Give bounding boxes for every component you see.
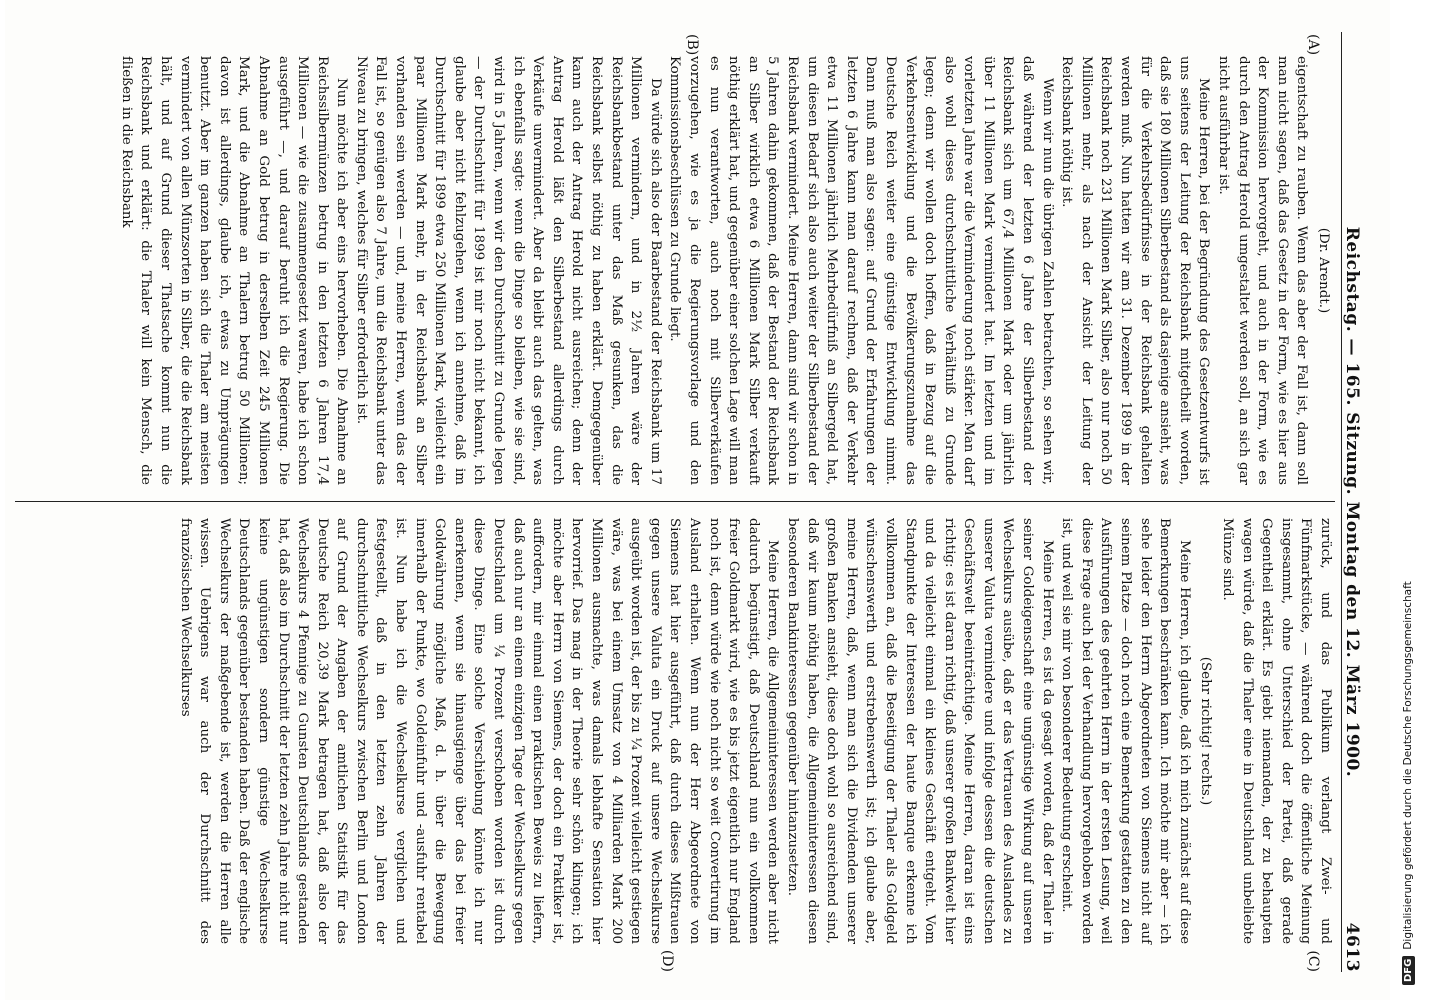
- margin-marker-c: (C): [1305, 950, 1321, 972]
- margin-marker-b: (B): [684, 34, 700, 56]
- newspaper-page: [5, 0, 1390, 1000]
- page-header: [1341, 32, 1380, 972]
- page-title: Reichstag. — 165. Sitzung. Montag den 12. März 1900.: [1342, 226, 1362, 778]
- funding-credit: Digitalisierung gefördert durch die Deutsche Forschungsgemeinschaft: [1402, 581, 1414, 950]
- digitization-footer: [1392, 0, 1434, 1000]
- paragraph: Meine Herren, bei der Begründung des Gesetzentwurfs ist uns seitens der Leitung der Reichsbank mitgetheilt worden, daß sie 180 Millionen Silberbestand als dasjenige ansieht, was für die Verkehrsbedürfnisse in der Reichsbank gehalten werden muß. Nun hatten wir am 31. Dezember 1899 in der Reichsbank noch 231 Millionen Mark Silber, also nur noch 50 Millionen mehr, als nach der Ansicht der Leitung der Reichsbank nöthig ist.: [1059, 56, 1212, 485]
- interjection: (Sehr richtig! rechts.): [1198, 656, 1214, 806]
- paragraph: Meine Herren, es ist da gesagt worden, daß der Thaler in seiner Goldeigenschaft eine ungünstige Wirkung auf unseren Wechselkurs ausübe, daß er das Vertrauen des Auslandes zu unserer Valuta vermindere und infolge dessen die deutschen Geschäftswelt beeinträchtige. Meine Herren, daran ist eins richtig: es ist daran richtig, daß unserer großen Bankwelt hier und da vielleicht einmal ein kleines Geschäft entgeht. Vom Standpunkte der Interessen der haute Banque erkenne ich vollkommen an, daß die Beseitigung der Thaler als Goldgeld wünschenswerth und erstrebenswerth ist; ich glaube aber, meine Herren, daß, wenn man sich die Dividenden unserer großen Banken ansieht, diese doch wohl so ausreichend sind, daß wir kaum nöthig haben, die Allgemeininteressen diesen besonderen Bankinteressen gegenüber hintanzusetzen.: [784, 518, 1055, 944]
- margin-marker-a: (A): [1305, 34, 1321, 56]
- right-column: [15, 502, 1335, 972]
- page-body: [15, 32, 1335, 972]
- paragraph: Wenn wir nun die übrigen Zahlen betrachten, so sehen wir, daß während der letzten 6 Jahre der Silberbestand der Reichsbank sich um 67,4 Millionen Mark oder um jährlich über 11 Millionen Mark vermindert hat. Im letzten und im vorletzten Jahre war die Verminderung noch stärker. Man darf also wohl dieses durchschnittliche Verhältniß zu Grunde legen; denn wir wollen doch hoffen, daß in Bezug auf die Verkehrsentwicklung und die Bevölkerungszunahme das Deutsche Reich weiter eine günstige Entwicklung nimmt. Dann muß man also sagen: auf Grund der Erfahrungen der letzten 6 Jahre kann man darauf rechnen, daß der Verkehr etwa 11 Millionen jährlich Mehrbedürfniß an Silbergeld hat, um diesen Bedarf sich also auch weiter der Silberbestand der Reichsbank vermindert. Meine Herren, dann sind wir schon in 5 Jahren dahin gekommen, daß der Bestand der Reichsbank an Silber wirklich etwa 6 Millionen Mark Silber verkauft nöthig erklärt hat, und gegenüber einer solchen Lage will man es nun verantworten, auch noch mit Silberverkäufen vorzugehen, wie es ja die Regierungsvorlage und den Kommissionsbeschlüssen zu Grunde liegt.: [667, 56, 1055, 485]
- paragraph: Meine Herren, die Allgemeininteressen werden aber nicht dadurch begünstigt, daß Deutschland nun ein vollkommen freier Goldmarkt wird, wie es bis jetzt eigentlich nur England noch ist, denn würde wie noch nicht so weit Convertirung im Ausland erhalten. Wenn nun der Herr Abgeordnete von Siemens hat hier ausgeführt, daß durch dieses Mißtrauen gegen unsere Valuta ein Druck auf unsere Wechselkurse ausgeübt worden ist, der bis zu ¼ Prozent vielleicht gestiegen wäre, was bei einem Umsatz von 4 Milliarden Mark 200 Millionen ausmachte, was damals lebhafte Sensation hier hervorrief. Das mag in der Theorie sehr schön klingen; ich möchte aber Herrn von Siemens, der doch ein Praktiker ist, auffordern, mir einmal einen praktischen Beweis zu liefern, daß auch nur an einem einzigen Tage der Wechselkurs gegen Deutschland um ¼ Prozent verschoben worden ist durch diese Dinge. Eine solche Verschiebung könnte ich nur anerkennen, wenn sie hinausgienge über das bei freier Goldwährung mögliche Maß, d. h. über die Bewegung innerhalb der Punkte, wo Goldeinfuhr und -ausfuhr rentabel ist. Nun habe ich die Wechselkurse verglichen und festgestellt, daß in den letzten zehn Jahren der durchschnittliche Wechselkurs zwischen Berlin und London auf Grund der Angaben der amtlichen Statistik für das Deutsche Reich 20,39 Mark betragen hat, daß also der Wechselkurs 4 Pfennige zu Gunsten Deutschlands gestanden hat, daß also im Durchschnitt der letzten zehn Jahre nicht nur keine ungünstigen sondern günstige Wechselkurse Deutschlands gegenüber bestanden haben. Daß der englische Wechselkurs der maßgebende ist, werden die Herren alle wissen. Uebrigens war auch der Durchschnitt des französischen Wechselkurses: [177, 518, 781, 944]
- page-number: 4613: [1342, 922, 1362, 972]
- paragraph: eigentschaft zu rauben. Wenn das aber der Fall ist, dann soll man nicht sagen, daß das Gesetz in der Form, wie es hier aus der Kommission hervorgeht, und auch in der Form, wie es durch den Antrag Herold umgestaltet werden soll, an sich gar nicht ausführbar ist.: [1216, 56, 1310, 485]
- left-column: [15, 32, 1335, 502]
- margin-marker-d: (D): [659, 949, 675, 972]
- paragraph: zurück, und das Publikum verlangt Zwei- und Fünfmarkstücke, — während doch die öffentliche Meinung insgesammt, ohne Unterschied der Partei, daß gerade Gegentheil erklärt. Es giebt niemanden, der zu behaupten wagen würde, daß die Thaler eine in Deutschland unbeliebte Münze sind.: [1220, 518, 1333, 944]
- paragraph: Nun möchte ich aber eins hervorheben. Die Abnahme an Reichssilbermünzen betrug in den letzten 6 Jahren 17,4 Millionen — wie die zusammengesetzt waren, habe ich schon ausgeführt —, und darauf beruht ich die Regierung. Die Abnahme an Gold betrug in derselben Zeit 245 Millionen Mark, und die Abnahme an Thalern betrug 50 Millionen; davon ist allerdings, glaube ich, etwas zu Umprägungen benutzt. Aber im ganzen haben sich die Thaler am meisten vermindert von allen Münzsorten in Silber, die die Reichsbank hält, und auf Grund dieser Thatsache kommt nun die Reichsbank und erklärt: die Thaler will kein Mensch, die fließen in die Reichsbank: [118, 56, 350, 485]
- dfg-logo-icon: DFG: [1402, 956, 1415, 985]
- paragraph: Da würde sich also der Baarbestand der Reichsbank um 17 Millionen vermindern, und in 2½ Jahren wäre der Reichsbankbestand unter das Maß gesunken, das die Reichsbank selbst nöthig zu haben erklärt. Demgegenüber kann auch der Antrag Herold nicht ausreichen; denn der Antrag Herold läßt den Silberbestand allerdings durch Verkäufe unvermindert. Aber da bleibt auch das gelten, was ich ebenfalls sagte: wenn die Dinge so bleiben, wie sie sind, wird in 5 Jahren, wenn wir den Durchschnitt zu Grunde legen — der Durchschnitt für 1899 ist mir noch nicht bekannt, ich glaube aber nicht fehlzugehen, wenn ich annehme, daß im Durchschnitt für 1899 etwa 250 Millionen Mark, vielleicht ein paar Millionen Mark mehr, in der Reichsbank an Silber vorhanden sein werden — und, meine Herren, wenn das der Fall ist, so genügen also 7 Jahre, um die Reichsbank unter das Niveau zu bringen, welches für Silber erforderlich ist.: [353, 56, 663, 485]
- speaker-label: (Dr. Arendt.): [1316, 227, 1331, 314]
- paragraph: Meine Herren, ich glaube, daß ich mich zunächst auf diese Bemerkungen beschränken kann. Ich möchte mir aber — ich sehe leider den Herrn Abgeordneten von Siemens nicht auf seinem Platze — doch noch eine Bemerkung gestatten zu den Ausführungen des geehrten Herrn in der ersten Lesung, weil diese Frage auch bei der Verhandlung hervorgehoben worden ist, und weil sie mir von besonderer Bedeutung erscheint.: [1059, 518, 1192, 944]
